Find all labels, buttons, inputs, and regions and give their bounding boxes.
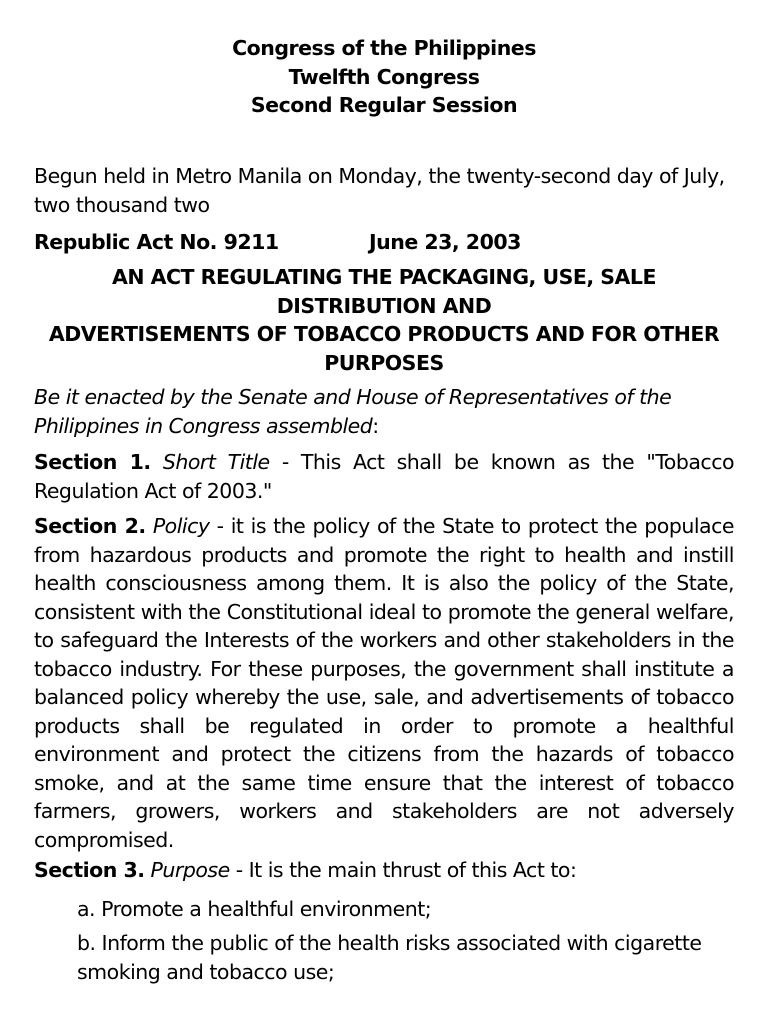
section-2-heading: Section 2. [34,514,146,538]
section-3: Section 3. Purpose - It is the main thrust of this Act to: [34,858,577,882]
section-2: Section 2. Policy - it is the policy of the State to protect the populace from hazardous products and promote the right to health and instill health consciousness among them. It is also the policy of the State, consistent with the Constitutional ideal to promote the general welfare, to safeguard the Interests of the workers and other stakeholders in the tobacco industry. For these purposes, the government shall institute a balanced policy whereby the use, sale, and advertisements of tobacco products shall be regulated in order to promote a healthful environment and protect the citizens from the hazards of tobacco smoke, and at the same time ensure that the interest of tobacco farmers, growers, workers and stakeholders are not adversely compromised. [34,514,734,852]
act-title-line-1: AN ACT REGULATING THE PACKAGING, USE, SALE [111,265,656,289]
header-congress: Congress of the Philippines [232,36,536,60]
section-1: Section 1. Short Title - This Act shall be known as the "Tobacco Regulation Act of 2003." [34,450,735,503]
section-2-title: Policy [152,514,210,538]
act-title-line-4: PURPOSES [324,350,444,375]
enacting-clause: Be it enacted by the Senate and House of Representatives of the Philippines in Congress assembled: [34,385,672,438]
act-title-line-3: ADVERTISEMENTS OF TOBACCO PRODUCTS AND FOR OTHER [48,322,720,346]
section-1-title: Short Title [162,450,270,474]
section-3-heading: Section 3. [34,858,145,882]
section-3-title: Purpose [150,858,230,882]
purpose-item-a: a. Promote a healthful environment; [77,897,432,921]
begun-statement: Begun held in Metro Manila on Monday, the twenty-second day of July, two thousand two [34,164,725,217]
enacting-clause-text: Be it enacted by the Senate and House of Representatives of the Philippines in Congress assembled [34,385,672,438]
document-header [0,34,768,120]
section-1-body: This Act shall be known as the "Tobacco Regulation Act of 2003." [34,450,735,503]
section-1-heading: Section 1. [34,450,151,474]
section-2-body: it is the policy of the State to protect the populace from hazardous products and promote the right to health and instill health consciousness among them. It is also the policy of the State, consistent with the Constitutional ideal to promote the general welfare, to safeguard the Interests of the workers and other stakeholders in the tobacco industry. For these purposes, the government shall institute a balanced policy whereby the use, sale, and advertisements of tobacco products shall be regulated in order to promote a healthful environment and protect the citizens from the hazards of tobacco smoke, and at the same time ensure that the interest of tobacco farmers, growers, workers and stakeholders are not adversely compromised. [34,514,734,852]
republic-act-date: June 23, 2003 [369,230,521,254]
republic-act-line [34,228,734,257]
header-session: Second Regular Session [250,93,518,117]
act-title-line-2: DISTRIBUTION AND [276,293,492,318]
section-3-body: It is the main thrust of this Act to: [248,858,577,882]
header-congress-number: Twelfth Congress [288,64,480,89]
republic-act-number: Republic Act No. 9211 [34,230,279,254]
act-title [0,263,768,377]
purpose-item-b: b. Inform the public of the health risks associated with cigarette smoking and tobacco use; [77,931,702,984]
